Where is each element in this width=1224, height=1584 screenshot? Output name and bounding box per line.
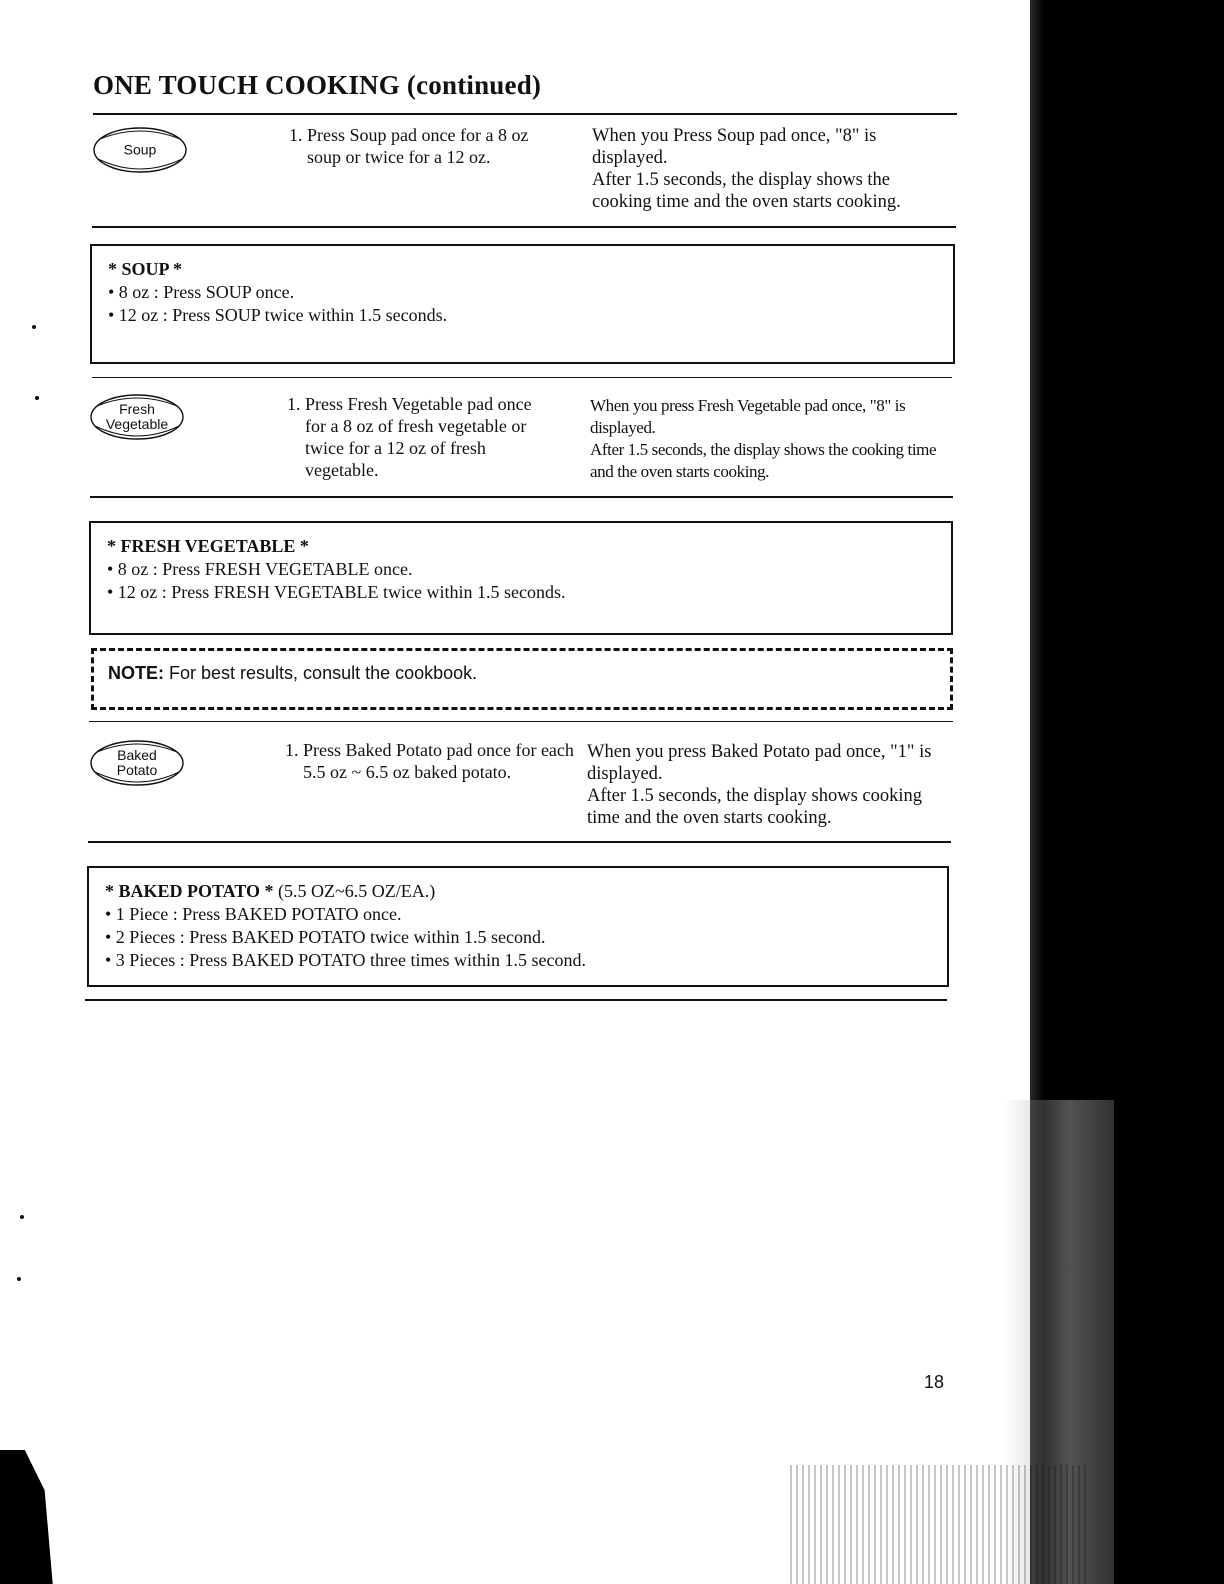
potato-step-number: 1. bbox=[285, 740, 299, 760]
note-text: For best results, consult the cookbook. bbox=[169, 663, 478, 683]
vegetable-desc-line2: After 1.5 seconds, the display shows the cooking time and the oven starts cooking. bbox=[590, 440, 937, 481]
potato-pad-label-2: Potato bbox=[116, 762, 158, 778]
soup-step bbox=[289, 124, 559, 168]
soup-box-row: • 8 oz : Press SOUP once. bbox=[108, 282, 295, 302]
title-rule bbox=[93, 113, 957, 115]
potato-desc-line1: When you press Baked Potato pad once, "1" is displayed. bbox=[587, 742, 932, 784]
potato-desc-line2: After 1.5 seconds, the display shows cooking time and the oven starts cooking. bbox=[587, 786, 923, 828]
vegetable-step-number: 1. bbox=[287, 394, 301, 414]
note-box bbox=[91, 648, 953, 710]
soup-desc-line1: When you Press Soup pad once, "8" is displayed. bbox=[592, 126, 877, 168]
scan-corner-shadow bbox=[0, 1450, 62, 1584]
note-label: NOTE: bbox=[108, 663, 164, 683]
soup-box-row: • 12 oz : Press SOUP twice within 1.5 seconds. bbox=[108, 305, 448, 325]
potato-description bbox=[587, 741, 947, 829]
soup-description bbox=[592, 125, 932, 213]
scan-speck bbox=[35, 396, 39, 400]
vegetable-box-title: * FRESH VEGETABLE * bbox=[107, 536, 309, 556]
soup-pad-label: Soup bbox=[123, 141, 157, 158]
scan-speck bbox=[20, 1215, 24, 1219]
soup-step-text: Press Soup pad once for a 8 oz soup or twice for a 12 oz. bbox=[307, 125, 529, 167]
soup-step-number: 1. bbox=[289, 125, 303, 145]
soup-pad-icon bbox=[92, 125, 188, 175]
vegetable-rule bbox=[90, 496, 953, 498]
page-title: ONE TOUCH COOKING (continued) bbox=[93, 70, 542, 100]
baked-potato-pad-icon bbox=[89, 738, 185, 788]
potato-step-text: Press Baked Potato pad once for each 5.5 oz ~ 6.5 oz baked potato. bbox=[303, 740, 574, 782]
scan-speck bbox=[32, 325, 36, 329]
vegetable-pad-label-2: Vegetable bbox=[105, 416, 169, 432]
potato-top-rule bbox=[89, 721, 953, 722]
vegetable-box-row: • 12 oz : Press FRESH VEGETABLE twice within 1.5 seconds. bbox=[107, 582, 566, 602]
potato-rule bbox=[88, 841, 951, 843]
soup-rule bbox=[92, 226, 956, 228]
vegetable-description bbox=[590, 395, 938, 483]
vegetable-pad-label-1: Fresh bbox=[119, 401, 155, 417]
fresh-vegetable-pad-icon bbox=[89, 392, 185, 442]
page-number: 18 bbox=[924, 1372, 945, 1392]
soup-box-title: * SOUP * bbox=[108, 259, 183, 279]
soup-box bbox=[90, 244, 955, 364]
vegetable-top-rule bbox=[92, 377, 952, 378]
potato-box-row: • 1 Piece : Press BAKED POTATO once. bbox=[105, 904, 402, 924]
bottom-rule bbox=[85, 999, 947, 1001]
scan-speck bbox=[17, 1277, 21, 1281]
vegetable-desc-line1: When you press Fresh Vegetable pad once, "8" is displayed. bbox=[590, 396, 906, 437]
vegetable-step bbox=[287, 393, 549, 481]
scan-bottom-noise bbox=[790, 1465, 1090, 1584]
vegetable-step-text: Press Fresh Vegetable pad once for a 8 oz of fresh vegetable or twice for a 12 oz of fresh vegetable. bbox=[305, 394, 532, 480]
potato-box-title-suffix: (5.5 OZ~6.5 OZ/EA.) bbox=[273, 881, 436, 901]
potato-step bbox=[285, 739, 575, 783]
potato-box-row: • 2 Pieces : Press BAKED POTATO twice within 1.5 second. bbox=[105, 927, 546, 947]
soup-desc-line2: After 1.5 seconds, the display shows the cooking time and the oven starts cooking. bbox=[592, 170, 901, 212]
potato-box-title: * BAKED POTATO * bbox=[105, 881, 274, 901]
vegetable-box-row: • 8 oz : Press FRESH VEGETABLE once. bbox=[107, 559, 413, 579]
vegetable-box bbox=[89, 521, 953, 635]
potato-pad-label-1: Baked bbox=[117, 747, 157, 763]
potato-box bbox=[87, 866, 949, 987]
potato-box-row: • 3 Pieces : Press BAKED POTATO three times within 1.5 second. bbox=[105, 950, 586, 970]
